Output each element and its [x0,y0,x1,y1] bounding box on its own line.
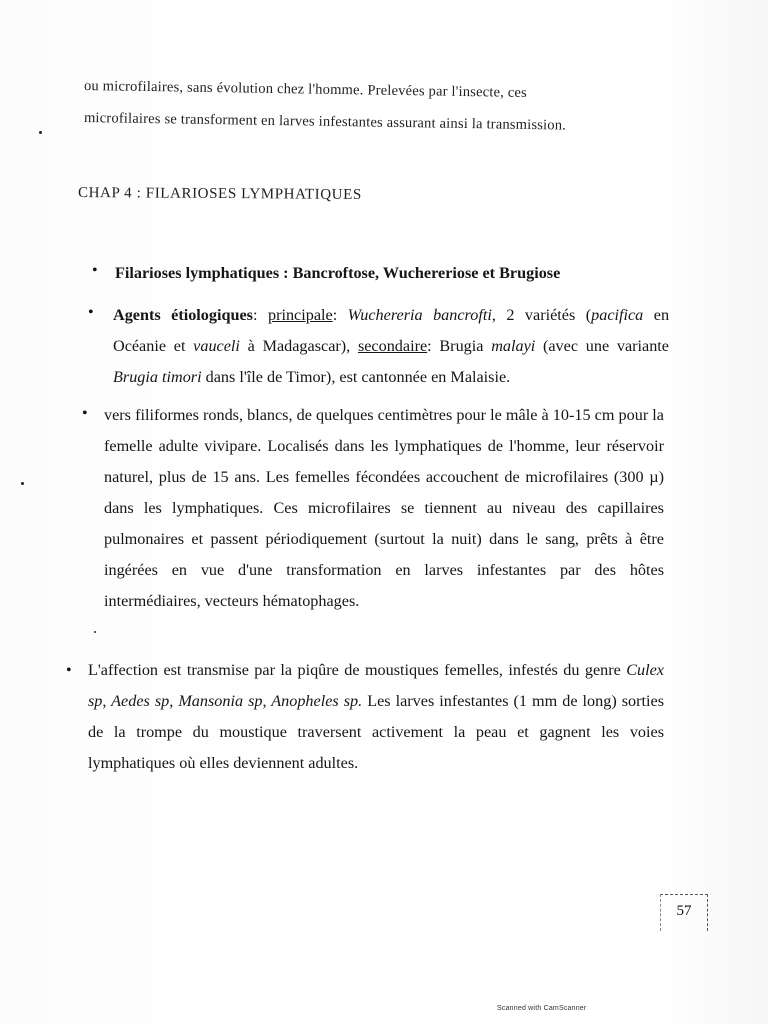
bullet-marker: • [82,405,88,422]
variety-vauceli: vauceli [193,337,240,355]
agents-text-1: , 2 variétés ( [491,306,592,324]
mosquito-genera: Culex sp, Aedes sp, Mansonia sp, Anopheles sp. [88,661,664,710]
scan-speck [21,482,24,485]
principale-label: principale [267,306,333,324]
agents-text-6: dans l'île de Timor), est cantonnée en Malaisie. [201,368,511,386]
transmission-text-1: L'affection est transmise par la piqûre de moustiques femelles, infestés du genre [88,661,627,679]
principale-colon: : [332,306,348,324]
agent-brugia-timori: Brugia timori [113,368,202,386]
bullet-marker: • [66,662,72,679]
scanner-watermark: Scanned with CamScanner [497,1005,587,1012]
bullet-vers-filiformes: vers filiformes ronds, blancs, de quelques centimètres pour le mâle à 10-15 cm pour la femelle adulte vivipare. Localisés dans les lymphatiques de l'homme, leur réservoir naturel, plus de 15 ans. Les femelles fécondées accouchent de microfilaires (300 µ) dans les lymphatiques. Ces microfilaires se tiennent au niveau des capillaires pulmonaires et passent périodiquement (surtout la nuit) dans le sang, prêts à être ingérées en vue d'une transformation en larves infestantes par des hôtes intermédiaires, vecteurs hématophages. [104,406,664,610]
bullet-marker: • [88,304,94,321]
intro-line-1: ou microfilaires, sans évolution chez l'homme. Prelevées par l'insecte, ces [83,78,528,101]
bullet-filarioses-title: Filarioses lymphatiques : Bancroftose, Wuchereriose et Brugiose [115,264,561,282]
agents-text-2: en Océanie et [113,306,670,355]
bullet-transmission [88,655,664,779]
agent-malayi: malayi [491,337,536,355]
scan-speck [39,131,42,134]
agents-text-5: (avec une variante [535,337,669,355]
agents-text-4: : Brugia [427,337,492,355]
scan-speck [94,631,96,633]
intro-line-2: microfilaires se transforment en larves infestantes assurant ainsi la transmission. [83,110,567,134]
agents-text-3: à Madagascar), [239,337,358,355]
transmission-text-2: Les larves infestantes (1 mm de long) sorties de la trompe du moustique traversent activement la peau et gagnent les voies lymphatiques où elles deviennent adultes. [88,692,665,772]
secondaire-label: secondaire [357,337,428,355]
page-number: 57 [660,894,708,931]
agents-separator: : [252,306,268,324]
agents-label: Agents étiologiques [113,306,253,324]
chapter-title: CHAP 4 : FILARIOSES LYMPHATIQUES [77,185,362,203]
bullet-marker: • [92,262,98,279]
agent-wuchereria: Wuchereria bancrofti [347,306,492,324]
bullet-agents-etiologiques [113,300,669,393]
variety-pacifica: pacifica [591,306,644,324]
